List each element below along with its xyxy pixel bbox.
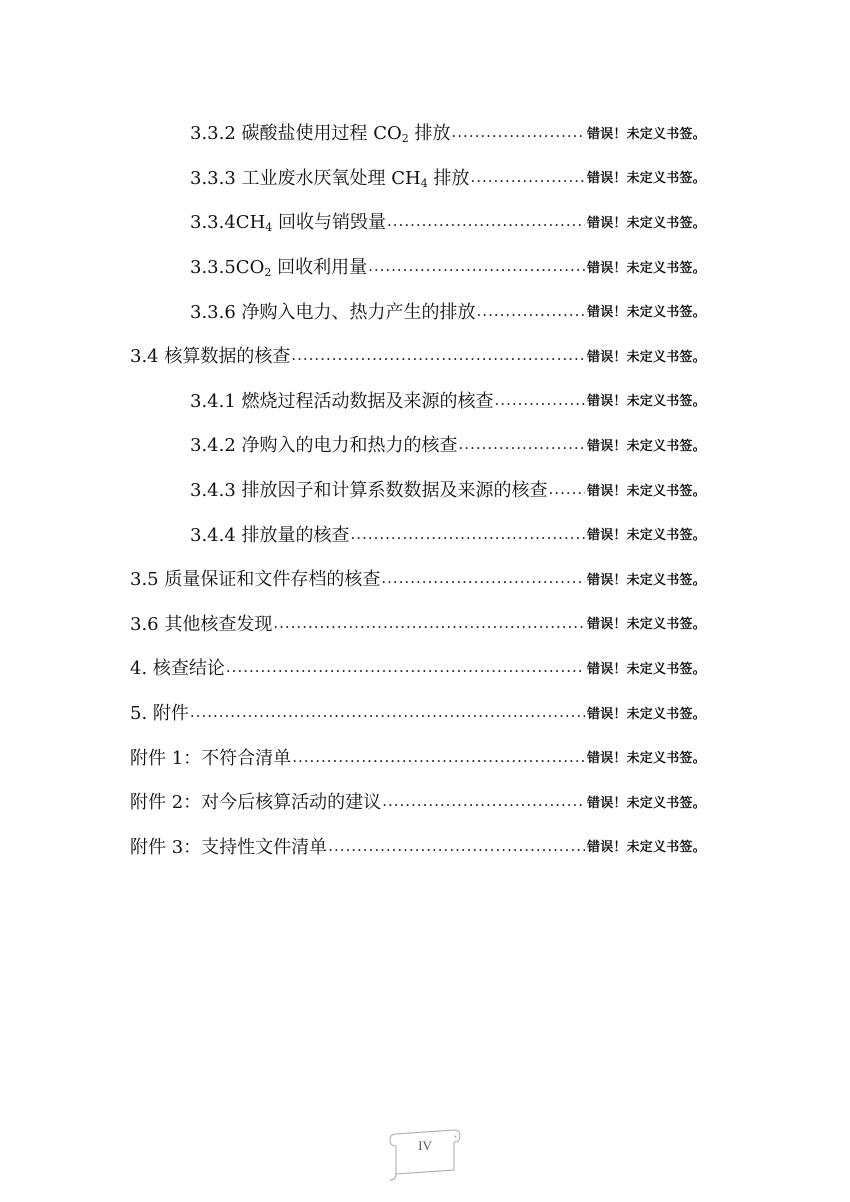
toc-entry[interactable]	[0, 511, 850, 556]
toc-page-ref: 错误！未定义书签。	[587, 260, 706, 276]
toc-page-ref: 错误！未定义书签。	[587, 661, 706, 677]
toc-entry-title: 3.3.6 净购入电力、热力产生的排放	[190, 301, 476, 323]
toc-entry-title: $3.3.5CO_2$ 回收利用量	[190, 257, 368, 280]
toc-page-ref: 错误！未定义书签。	[587, 840, 706, 856]
toc-entry-title: 5. 附件	[130, 703, 189, 725]
toc-entry-title: 附件 3：支持性文件清单	[130, 836, 328, 858]
dot-leader	[381, 569, 585, 587]
dot-leader	[495, 391, 585, 409]
toc-entry[interactable]	[0, 155, 850, 200]
toc-page-ref: 错误！未定义书签。	[587, 171, 706, 187]
dot-leader	[549, 480, 585, 498]
toc-page-ref: 错误！未定义书签。	[587, 394, 706, 410]
toc-entry-title: 3.4.4 排放量的核查	[190, 524, 350, 546]
dot-leader	[452, 123, 585, 141]
dot-leader	[273, 614, 585, 632]
dot-leader	[470, 168, 585, 186]
dot-leader	[459, 435, 585, 453]
dot-leader	[351, 525, 585, 543]
toc-entry-title: 3.5 质量保证和文件存档的核查	[130, 569, 381, 591]
toc-entry[interactable]	[0, 244, 850, 289]
toc-entry-title: 3.3.2 碳酸盐使用过程 $CO_2$ 排放	[190, 123, 451, 146]
toc-page-ref: 错误！未定义书签。	[587, 751, 706, 767]
toc-entry-title: 3.4.2 净购入的电力和热力的核查	[190, 435, 458, 457]
dot-leader	[292, 748, 585, 766]
toc-page-ref: 错误！未定义书签。	[587, 305, 706, 321]
toc-entry[interactable]	[0, 288, 850, 333]
toc-entry[interactable]	[0, 378, 850, 423]
toc-entry-title: 3.4 核算数据的核查	[130, 346, 291, 368]
toc-entry[interactable]	[0, 333, 850, 378]
dot-leader	[477, 302, 585, 320]
toc-page-ref: 错误！未定义书签。	[587, 706, 706, 722]
page-number: IV	[418, 1138, 432, 1153]
toc-entry[interactable]	[0, 824, 850, 869]
toc-entry-title: 3.6 其他核查发现	[130, 613, 273, 635]
toc-entry[interactable]	[0, 645, 850, 690]
toc-entry-title: $3.3.4CH_4$ 回收与销毁量	[190, 212, 387, 235]
toc-page-ref: 错误！未定义书签。	[587, 572, 706, 588]
toc-entry[interactable]	[0, 556, 850, 601]
toc-page-ref: 错误！未定义书签。	[587, 126, 706, 142]
toc-page-ref: 错误！未定义书签。	[587, 617, 706, 633]
table-of-contents	[0, 110, 850, 868]
toc-page-ref: 错误！未定义书签。	[587, 438, 706, 454]
toc-entry[interactable]	[0, 199, 850, 244]
toc-entry[interactable]	[0, 779, 850, 824]
toc-page-ref: 错误！未定义书签。	[587, 349, 706, 365]
toc-entry-title: 附件 1：不符合清单	[130, 747, 292, 769]
page-number-scroll	[386, 1122, 464, 1182]
dot-leader	[226, 658, 585, 676]
toc-entry-title: 3.4.1 燃烧过程活动数据及来源的核查	[190, 390, 494, 412]
dot-leader	[190, 703, 585, 721]
toc-entry[interactable]	[0, 422, 850, 467]
toc-entry-title: 附件 2：对今后核算活动的建议	[130, 792, 382, 814]
toc-page-ref: 错误！未定义书签。	[587, 528, 706, 544]
toc-entry-title: 4. 核查结论	[130, 658, 225, 680]
toc-entry[interactable]	[0, 601, 850, 646]
dot-leader	[387, 212, 585, 230]
toc-entry[interactable]	[0, 690, 850, 735]
dot-leader	[291, 346, 585, 364]
toc-entry[interactable]	[0, 110, 850, 155]
dot-leader	[328, 837, 585, 855]
toc-entry-title: 3.3.3 工业废水厌氧处理 $CH_4$ 排放	[190, 167, 470, 190]
toc-page-ref: 错误！未定义书签。	[587, 795, 706, 811]
dot-leader	[368, 257, 585, 275]
toc-entry[interactable]	[0, 734, 850, 779]
toc-page-ref: 错误！未定义书签。	[587, 483, 706, 499]
toc-entry-title: 3.4.3 排放因子和计算系数数据及来源的核查	[190, 480, 548, 502]
dot-leader	[382, 792, 585, 810]
toc-page-ref: 错误！未定义书签。	[587, 215, 706, 231]
toc-entry[interactable]	[0, 467, 850, 512]
